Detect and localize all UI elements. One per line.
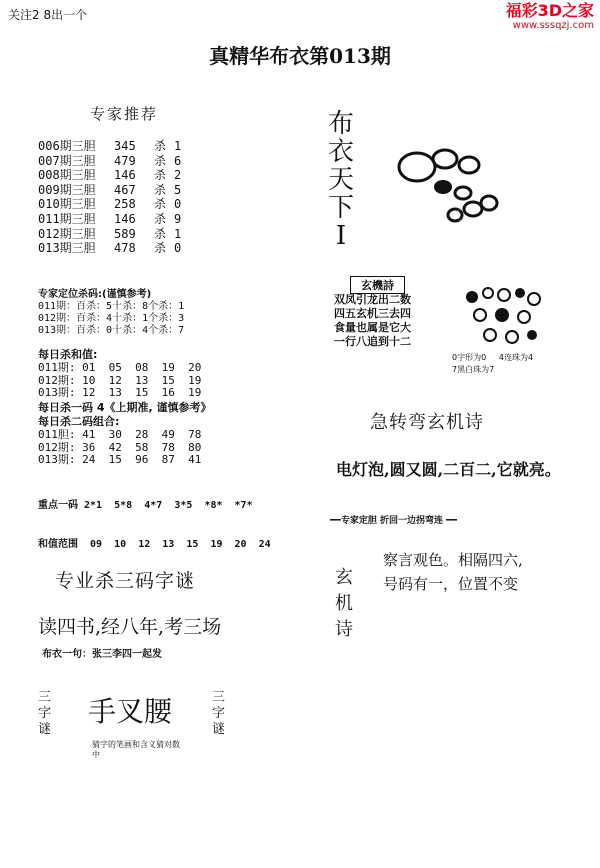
riddle-line: 读四书,经八年,考三场 [38,616,222,638]
zhongdian-section [38,473,271,564]
list-item: 011胆: 41 30 28 49 78 [38,428,202,441]
riddle-side-left: 三字谜 [38,690,52,737]
list-item: 013期: 24 15 96 87 41 [38,453,202,466]
list-item: 013期三胆 478 杀 0 [38,241,182,256]
dots-graphic-bottom [460,283,545,348]
brand-url: www.sssqzj.com [512,20,594,31]
list-item: 010期三胆 258 杀 0 [38,197,182,212]
riddle-hint: 布衣一句：张三李四一起发 [42,649,162,660]
dot-shape [399,153,435,181]
dot-label: 0字形为0 [452,353,487,362]
dot-shape [474,309,486,321]
dot-shape [459,157,479,173]
page-title: 真精华布衣第013期 [209,44,391,68]
dot-shape [506,331,518,343]
list-item: 009期三胆 467 杀 5 [38,182,182,197]
expert-heading: 专家推荐 [90,105,159,123]
dot-legend [452,352,592,376]
xuanji-heading: 玄機詩 [350,276,405,294]
riddle-box-title: 专业杀三码字谜 [55,570,196,592]
dot-shape [433,150,457,168]
dingwei-heading: 专家定位杀码:(谨慎参考) [38,289,152,300]
zhongdian-line: 重点一码 2*1 5*8 4*7 3*5 *8* *7* [38,500,253,511]
dot-shape [481,196,497,210]
xuanji-text [383,548,583,596]
daily-section [38,346,201,400]
brand-title: 福彩3D之家 [505,1,594,20]
dot-shape [466,291,478,303]
list-item: 012期: 36 42 58 78 80 [38,440,202,454]
dot-label: 4连珠为4 [498,353,534,362]
poem-line: 四五玄机三去四 [334,307,411,320]
expert-dan-line: ━━专家定胆 折回一边拐弯连 ━━ [330,516,457,526]
list-item: 007期三胆 479 杀 6 [38,153,182,168]
dot-shape [528,293,540,305]
list-item: 012期：百杀：4十杀：1个杀：3 [38,313,185,324]
list-item: 012期: 10 12 13 15 19 [38,373,202,387]
riddle-main: 手叉腰 [88,695,173,728]
dot-label: 7黑白珠为7 [452,365,495,374]
jizhuan-title: 急转弯玄机诗 [370,412,484,433]
poem-line: 号码有一，位置不变 [383,575,519,593]
dot-shape [527,330,537,340]
xuanji-vertical: 玄机诗 [335,567,353,640]
expert-list [38,139,181,256]
dot-shape [518,311,530,323]
onecode-section [38,401,212,467]
poem-line: 双凤引龙出二数 [334,293,411,306]
riddle-light-line: 电灯泡,圆又圆,二百二,它就亮。 [336,460,561,479]
dot-shape [484,329,496,341]
list-item: 011期：百杀：5十杀：8个杀：1 [38,301,185,312]
vertical-title: 布衣天下I [327,109,354,251]
list-item: 008期三胆 146 杀 2 [38,168,182,183]
dots-graphic-top [395,145,505,225]
list-item: 006期三胆 345 杀 1 [38,139,182,153]
brand-logo[interactable] [506,2,594,32]
poem-line: 食量也属是它大 [334,321,411,334]
dot-shape [448,209,462,221]
xuanji-poem [334,293,411,349]
top-note: 关注2 8出一个 [8,8,88,22]
riddle-sub-hint: 猜字的笔画和含义猜对数中 [92,740,180,759]
dot-shape [483,288,493,298]
list-item: 011期三胆 146 杀 9 [38,211,182,226]
poem-line: 一行八追到十二 [334,335,411,348]
dot-shape [515,288,525,298]
dot-shape [464,202,482,216]
dot-shape [498,289,510,301]
dot-shape [455,187,471,199]
daily-heading: 每日杀和值: [38,348,98,361]
dot-shape [495,308,509,322]
list-item: 013期：百杀：0十杀：4个杀：7 [38,325,185,336]
list-item: 011期: 01 05 08 19 20 [38,361,202,374]
onecode-subheading: 每日杀二码组合: [38,415,120,428]
poem-line: 察言观色。相隔四六, [383,551,523,569]
list-item: 012期三胆 589 杀 1 [38,226,182,241]
list-item: 013期: 12 13 15 16 19 [38,386,202,399]
riddle-side-right: 三字谜 [212,690,226,737]
onecode-heading: 每日杀一码 4《上期准, 谨慎参考》 [38,401,212,414]
hezhi-line: 和值范围 09 10 12 13 15 19 20 24 [38,539,271,550]
dingwei-section [38,289,268,337]
dot-shape [434,180,452,194]
